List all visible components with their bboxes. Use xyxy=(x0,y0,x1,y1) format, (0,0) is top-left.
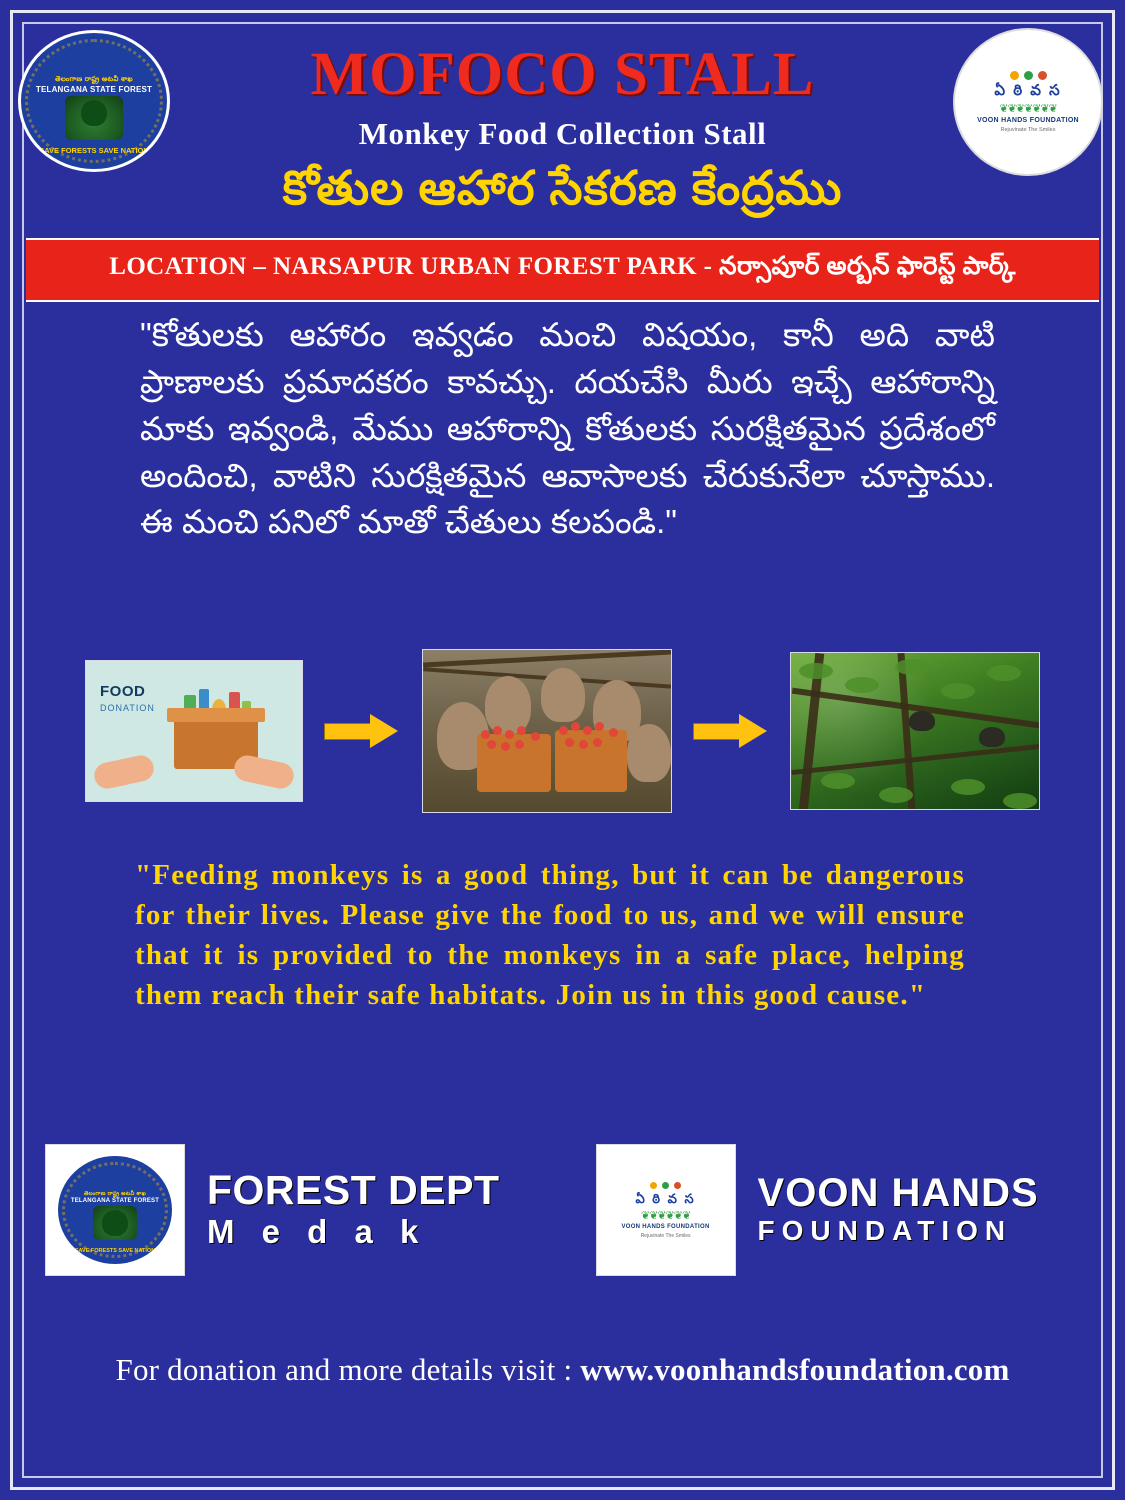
voon-hands-seal-small-icon xyxy=(601,1150,731,1270)
forest-seal-sm-mid-text: TELANGANA STATE FOREST xyxy=(70,1198,160,1204)
voon-hands-tagline: Rejuvinate The Smiles xyxy=(1000,127,1056,133)
food-donation-sublabel: DONATION xyxy=(100,703,155,713)
forest-seal-sm-top-text: తెలంగాణ రాష్ట్ర అటవీ శాఖ xyxy=(83,1191,147,1197)
laurel-icon-small: ❦❦❦❦❦❦ xyxy=(640,1209,691,1222)
voon-hands-subtitle: FOUNDATION xyxy=(757,1215,1013,1247)
page-subtitle: Monkey Food Collection Stall xyxy=(358,116,767,151)
footer-note xyxy=(0,1352,1125,1388)
footer-note-prefix: For donation and more details visit : xyxy=(115,1352,581,1387)
forest-seal-small-icon xyxy=(56,1154,174,1266)
website-url[interactable]: www.voonhandsfoundation.com xyxy=(580,1352,1010,1387)
food-donation-image xyxy=(85,660,303,802)
voon-hands-name-small: VOON HANDS FOUNDATION xyxy=(621,1223,710,1230)
voon-hands-telugu: ఏ ఠి వ స xyxy=(994,82,1062,99)
voon-hands-tagline-small: Rejuvinate The Smiles xyxy=(640,1232,691,1239)
voon-hands-name: VOON HANDS FOUNDATION xyxy=(977,117,1079,124)
voon-hands-logo-box xyxy=(596,1144,736,1276)
location-band xyxy=(26,238,1099,302)
image-strip xyxy=(85,645,1040,817)
voon-hands-telugu-small: ఏ ఠి వ స xyxy=(635,1190,696,1206)
page-title-telugu: కోతుల ఆహార సేకరణ కేంద్రము xyxy=(282,161,843,214)
voon-hands-title: VOON HANDS xyxy=(757,1171,1039,1216)
arrow-right-icon-1 xyxy=(324,714,400,748)
voon-hands-logo xyxy=(953,28,1103,176)
forest-habitat-image xyxy=(790,652,1040,810)
monkeys-eating-image xyxy=(422,649,672,813)
hand-left-icon xyxy=(92,753,156,791)
arrow-right-icon-2 xyxy=(693,714,769,748)
forest-dept-logo-group xyxy=(45,1144,500,1276)
food-donation-label: FOOD xyxy=(100,683,146,700)
location-text: LOCATION – NARSAPUR URBAN FOREST PARK - నర్సాపూర్ అర్బన్ ఫారెస్ట్ పార్క్ xyxy=(109,253,1016,280)
hand-right-icon xyxy=(232,753,296,791)
page-title: MOFOCO STALL xyxy=(310,41,815,108)
voon-hands-logo-group xyxy=(596,1144,1039,1276)
forest-seal-bottom-text: SAVE FORESTS SAVE NATION xyxy=(39,146,149,155)
laurel-icon: ❦❦❦❦❦❦❦ xyxy=(999,103,1057,115)
forest-seal-icon xyxy=(18,30,170,172)
forest-seal-top-text: తెలంగాణ రాష్ట్ర అటవీ శాఖ xyxy=(55,76,133,83)
forest-dept-name: FOREST DEPT xyxy=(207,1166,500,1213)
poster-header xyxy=(26,26,1099,238)
forest-dept-text xyxy=(207,1166,500,1252)
forest-seal-sm-bottom-text: SAVE FORESTS SAVE NATION xyxy=(74,1248,156,1254)
tree-emblem-icon-small xyxy=(93,1206,137,1240)
dots-icon-small xyxy=(650,1182,681,1189)
voon-hands-text xyxy=(758,1172,1039,1248)
telangana-forest-logo xyxy=(18,30,170,172)
forest-dept-district: M e d a k xyxy=(207,1212,428,1250)
voon-hands-seal-icon xyxy=(953,28,1103,176)
dots-icon xyxy=(1010,71,1047,80)
tree-emblem-icon xyxy=(65,96,123,140)
english-quote: "Feeding monkeys is a good thing, but it can be dangerous for their lives. Please give the food to us, and we will ensure that it is provided to the monkeys in a safe place, helping them reach their safe habitats. Join us in this good cause." xyxy=(135,859,965,1012)
forest-dept-logo-box xyxy=(45,1144,185,1276)
forest-seal-mid-text: TELANGANA STATE FOREST xyxy=(35,85,153,94)
telugu-quote: "కోతులకు ఆహారం ఇవ్వడం మంచి విషయం, కానీ అది వాటి ప్రాణాలకు ప్రమాదకరం కావచ్చు. దయచేసి మీరు ఇచ్చే ఆహారాన్ని మాకు ఇవ్వండి, మేము ఆహారాన్ని కోతులకు సురక్షితమైన ప్రదేశంలో అందించి, వాటిని సురక్షితమైన ఆవాసాలకు చేరుకునేలా చూస్తాము. ఈ మంచి పనిలో మాతో చేతులు కలపండి." xyxy=(140,316,995,541)
footer-logos xyxy=(45,1140,1085,1280)
